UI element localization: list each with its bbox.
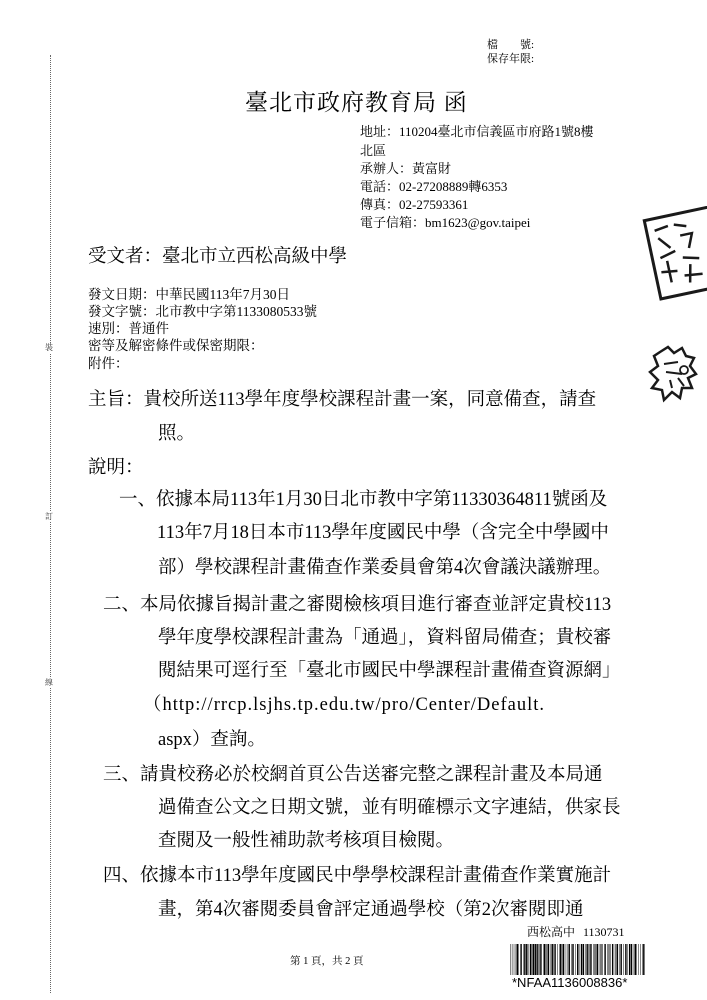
binding-label-zhuang: 裝 [45,343,53,352]
retention-period-label: 保存年限: [487,53,535,65]
resource-url-line: （http://rrcp.lsjhs.tp.edu.tw/pro/Center/Default. [143,695,546,715]
barcode-bar [563,944,564,975]
contact-phone: 電話：02-27208889轉6353 [360,179,508,194]
document-title: 臺北市政府教育局 函 [245,90,468,115]
contact-officer: 承辦人：黃富財 [360,161,452,176]
explanation-line: 一、依據本局113年1月30日北市教中字第11330364811號函及 [119,490,608,510]
barcode-bar [583,944,584,975]
barcode-bar [620,944,621,975]
barcode-bar [530,944,531,975]
barcode-bar [533,944,534,975]
barcode-bar [604,944,605,975]
subject-line: 主旨：貴校所送113學年度學校課程計畫一案，同意備查，請查 [88,390,597,410]
barcode-bar [617,944,618,975]
explanation-line: 三、請貴校務必於校網首頁公告送審完整之課程計畫及本局通 [103,765,603,785]
barcode-bar [629,944,630,975]
seal-fragment-top [640,206,707,302]
barcode-text: *NFAA1136008836* [512,975,628,990]
barcode-bar [590,944,591,975]
receipt-number: 1130731 [583,925,625,939]
contact-address-cont: 北區 [360,143,387,158]
barcode-bar [517,944,518,975]
barcode [510,944,645,975]
barcode-bar [625,944,626,975]
barcode-bar [552,944,553,975]
seal-fragment-middle [648,344,698,406]
contact-address: 地址：110204臺北市信義區市府路1號8樓 [360,124,594,139]
binding-label-ding: 訂 [45,512,53,521]
explanation-line: 過備查公文之日期文號，並有明確標示文字連結，供家長 [158,798,621,818]
barcode-bar [581,944,582,975]
binding-margin-line [50,55,51,993]
barcode-bar [612,944,613,975]
barcode-bar [548,944,549,975]
barcode-bar [643,944,644,975]
recipient: 受文者：臺北市立西松高級中學 [88,247,348,267]
page-number: 第 1 頁，共 2 頁 [290,956,364,967]
barcode-bar [554,944,555,975]
explanation-line: aspx）查詢。 [158,730,266,750]
barcode-bar [524,944,525,975]
barcode-bar [540,944,541,975]
explanation-line: 113年7月18日本市113學年度國民中學（含完全中學國中 [157,523,609,543]
secrecy-level: 密等及解密條件或保密期限： [88,338,264,353]
explanation-line: 四、依據本市113學年度國民中學學校課程計畫備查作業實施計 [103,866,612,886]
subject-line: 照。 [158,424,196,444]
explanation-line: 學年度學校課程計畫為「通過」，資料留局備查；貴校審 [158,628,612,648]
attachments: 附件： [88,356,129,371]
contact-fax: 傳真：02-27593361 [360,197,469,212]
dispatch-date: 發文日期：中華民國113年7月30日 [88,287,290,302]
explanation-line: 查閱及一般性補助款考核項目檢閱。 [158,831,455,851]
barcode-bar [520,944,521,975]
explanation-label: 說明： [88,458,144,478]
explanation-line: 畫，第4次審閱委員會評定通過學校（第2次審閱即通 [158,900,584,920]
barcode-bar [569,944,570,975]
explanation-line: 二、本局依據旨揭計畫之審閱檢核項目進行審查並評定貴校113 [103,595,612,615]
barcode-bar [586,944,587,975]
barcode-bar [536,944,537,975]
barcode-bar [597,944,598,975]
barcode-bar [535,944,536,975]
dispatch-speed: 速別：普通件 [88,321,169,336]
barcode-bar [544,944,545,975]
explanation-line: 閱結果可逕行至「臺北市國民中學課程計畫備查資源網」 [158,661,621,681]
barcode-bar [572,944,573,975]
receipt-school: 西松高中 [527,925,576,939]
barcode-bar [526,944,527,975]
barcode-bar [577,944,578,975]
barcode-bar [631,944,632,975]
dispatch-number: 發文字號：北市教中字第1133080533號 [88,304,317,319]
binding-label-xian: 線 [45,678,53,687]
barcode-bar [560,944,561,975]
contact-email: 電子信箱：bm1623@gov.taipei [360,215,531,230]
barcode-bar [635,944,636,975]
explanation-line: 部）學校課程計畫備查作業委員會第4次會議決議辦理。 [158,558,612,578]
archive-number-label: 檔 號: [487,39,535,51]
